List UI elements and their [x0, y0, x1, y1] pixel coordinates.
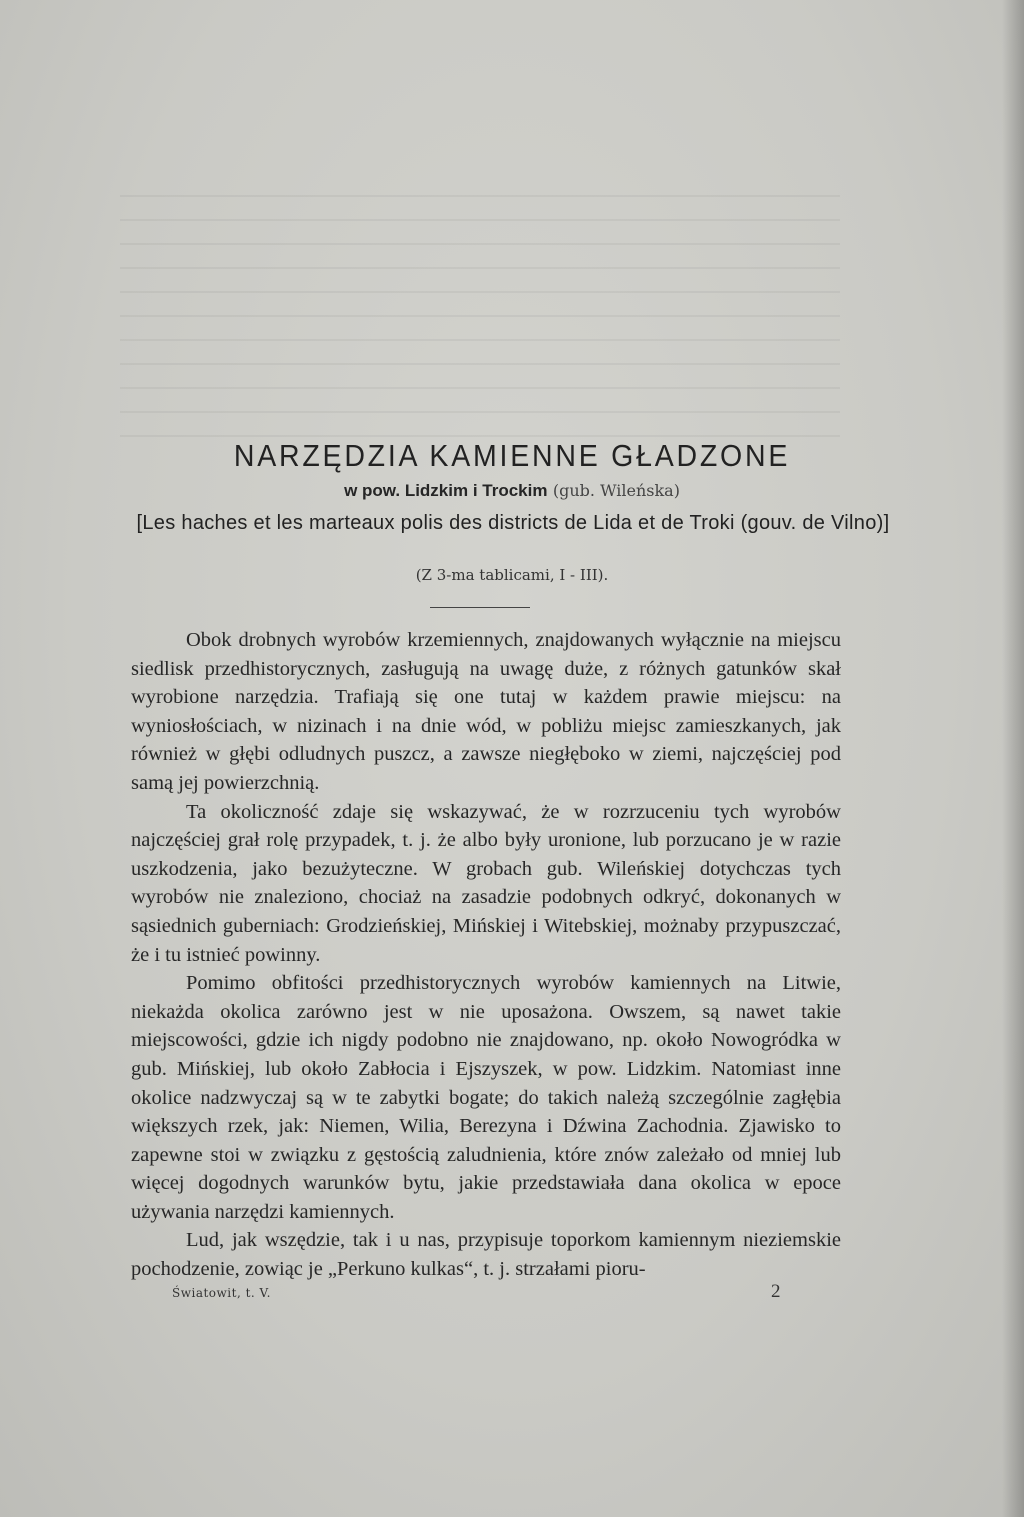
- french-title: [Les haches et les marteaux polis des districts de Lida et de Troki (gouv. de Vilno)]: [136, 512, 890, 534]
- separator-rule: [430, 607, 530, 608]
- subtitle-governorate: (gub. Wileńska): [552, 481, 680, 500]
- page-edge-shadow: [1002, 0, 1024, 1517]
- article-body: [131, 626, 841, 1284]
- plates-note: (Z 3-ma tablicami, I - III).: [415, 566, 609, 584]
- subtitle-district: w pow. Lidzkim i Trockim: [344, 481, 548, 500]
- paragraph: Pomimo obfitości przedhistorycznych wyrobów kamiennych na Litwie, niekażda okolica zarówno jest w nie uposażona. Owszem, są nawet takie miejscowości, gdzie ich nigdy podobno nie znajdowano, np. około Nowogródka w gub. Mińskiej, lub około Zabłocia i Ejszyszek, w pow. Lidzkim. Natomiast inne okolice nadzwyczaj są w te zabytki bogate; do takich należą szczególnie zagłębia większych rzek, jak: Niemen, Wilia, Berezyna i Dźwina Zachodnia. Zjawisko to zapewne stoi w związku z gęstością zaludnienia, które znów zależało od mniej lub więcej dogodnych warunków bytu, jakie przedstawiała dana okolica w epoce używania narzędzi kamiennych.: [131, 972, 841, 1223]
- paragraph: Lud, jak wszędzie, tak i u nas, przypisuje toporkom kamiennym nieziemskie pochodzenie, zowiąc je „Perkuno kulkas“, t. j. strzałami pioru-: [131, 1229, 841, 1281]
- paragraph: Ta okoliczność zdaje się wskazywać, że w rozrzuceniu tych wyrobów najczęściej grał rolę przypadek, t. j. że albo były uronione, lub porzucano je w razie uszkodzenia, jako bezużyteczne. W grobach gub. Wileńskiej dotychczas tych wyrobów nie znaleziono, chociaż na zasadzie podobnych odkryć, dokonanych w sąsiednich guberniach: Grodzieńskiej, Mińskiej i Witebskiej, możnaby przypuszczać, że i tu istnieć powinny.: [131, 800, 841, 966]
- article-subtitle: [130, 481, 894, 501]
- article-title: NARZĘDZIA KAMIENNE GŁADZONE: [233, 438, 791, 473]
- bleed-through-texture: [120, 195, 840, 455]
- footer-source: Światowit, t. V.: [172, 1286, 271, 1300]
- page-number: 2: [771, 1281, 781, 1302]
- paragraph: Obok drobnych wyrobów krzemiennych, znajdowanych wyłącznie na miejscu siedlisk przedhistorycznych, zasługują na uwagę duże, z różnych gatunków skał wyrobione narzędzia. Trafiają się one tutaj w każdem prawie miejscu: na wyniosłościach, w nizinach i na dnie wód, w pobliżu miejsc zamieszkanych, jak również w głębi odludnych puszcz, a zawsze niegłęboko w ziemi, najczęściej pod samą jej powierzchnią.: [131, 629, 841, 794]
